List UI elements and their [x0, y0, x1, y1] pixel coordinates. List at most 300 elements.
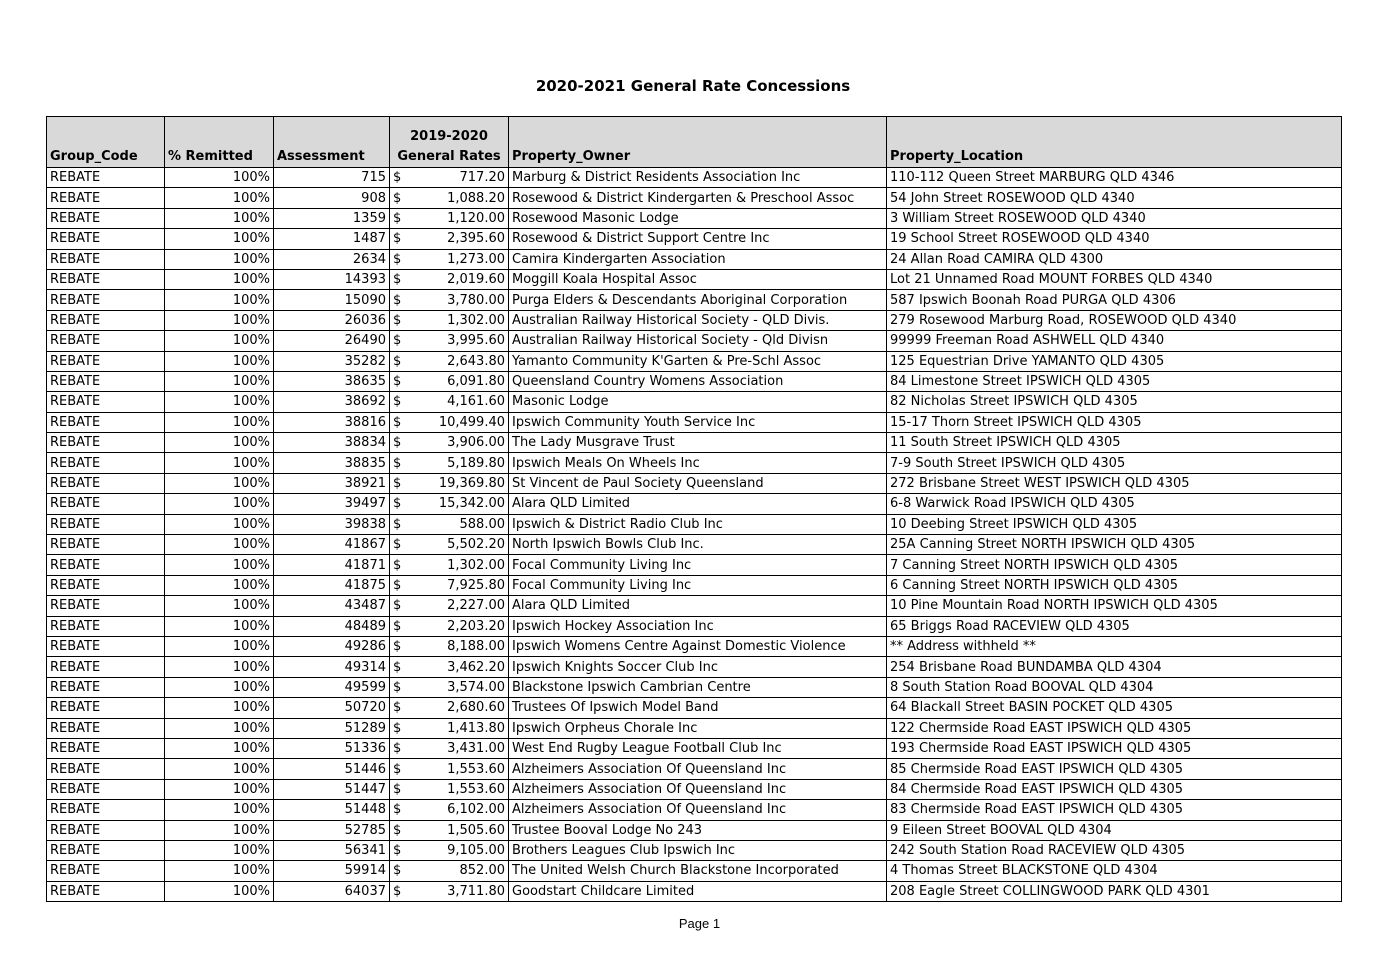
cell-property-location: 11 South Street IPSWICH QLD 4305 [887, 433, 1342, 453]
cell-general-rates [390, 636, 509, 656]
header-assessment: Assessment [274, 117, 390, 168]
cell-assessment: 59914 [274, 861, 390, 881]
rate-amount: 1,302.00 [447, 312, 505, 328]
cell-remitted: 100% [165, 412, 274, 432]
cell-property-location: 125 Equestrian Drive YAMANTO QLD 4305 [887, 351, 1342, 371]
cell-property-location: 85 Chermside Road EAST IPSWICH QLD 4305 [887, 759, 1342, 779]
currency-symbol: $ [393, 802, 402, 818]
cell-property-location: 83 Chermside Road EAST IPSWICH QLD 4305 [887, 800, 1342, 820]
rate-amount: 1,553.60 [447, 761, 505, 777]
cell-remitted: 100% [165, 636, 274, 656]
cell-assessment: 38835 [274, 453, 390, 473]
table-row [47, 453, 1342, 473]
cell-group-code: REBATE [47, 331, 165, 351]
cell-assessment: 715 [274, 168, 390, 188]
cell-assessment: 51336 [274, 738, 390, 758]
table-row [47, 881, 1342, 901]
cell-assessment: 908 [274, 188, 390, 208]
cell-property-location: 208 Eagle Street COLLINGWOOD PARK QLD 4301 [887, 881, 1342, 901]
cell-property-location: 7-9 South Street IPSWICH QLD 4305 [887, 453, 1342, 473]
table-row [47, 575, 1342, 595]
cell-property-location: 8 South Station Road BOOVAL QLD 4304 [887, 677, 1342, 697]
rate-amount: 10,499.40 [438, 414, 505, 430]
table-row [47, 657, 1342, 677]
cell-property-owner: Masonic Lodge [509, 392, 887, 412]
cell-property-owner: West End Rugby League Football Club Inc [509, 738, 887, 758]
cell-property-owner: Moggill Koala Hospital Assoc [509, 269, 887, 289]
cell-remitted: 100% [165, 433, 274, 453]
cell-general-rates [390, 269, 509, 289]
rate-amount: 3,462.20 [447, 659, 505, 675]
cell-group-code: REBATE [47, 575, 165, 595]
cell-remitted: 100% [165, 453, 274, 473]
currency-symbol: $ [393, 700, 402, 716]
currency-symbol: $ [393, 679, 402, 695]
rate-amount: 3,995.60 [447, 333, 505, 349]
cell-group-code: REBATE [47, 188, 165, 208]
rate-amount: 3,711.80 [447, 883, 505, 899]
rate-amount: 7,925.80 [447, 578, 505, 593]
cell-remitted: 100% [165, 698, 274, 718]
currency-symbol: $ [393, 761, 402, 777]
cell-assessment: 50720 [274, 698, 390, 718]
cell-property-location: 10 Deebing Street IPSWICH QLD 4305 [887, 514, 1342, 534]
cell-property-location: 254 Brisbane Road BUNDAMBA QLD 4304 [887, 657, 1342, 677]
cell-property-owner: Goodstart Childcare Limited [509, 881, 887, 901]
cell-assessment: 26036 [274, 310, 390, 330]
cell-property-location: 587 Ipswich Boonah Road PURGA QLD 4306 [887, 290, 1342, 310]
rate-amount: 1,120.00 [447, 210, 505, 226]
cell-assessment: 43487 [274, 596, 390, 616]
cell-assessment: 26490 [274, 331, 390, 351]
cell-property-owner: Marburg & District Residents Association Inc [509, 168, 887, 188]
cell-group-code: REBATE [47, 718, 165, 738]
cell-remitted: 100% [165, 371, 274, 391]
table-row [47, 718, 1342, 738]
cell-property-owner: Alzheimers Association Of Queensland Inc [509, 800, 887, 820]
cell-property-location: 65 Briggs Road RACEVIEW QLD 4305 [887, 616, 1342, 636]
cell-assessment: 38921 [274, 473, 390, 493]
cell-property-location: ** Address withheld ** [887, 636, 1342, 656]
cell-general-rates [390, 800, 509, 820]
currency-symbol: $ [393, 272, 402, 288]
cell-assessment: 2634 [274, 249, 390, 269]
cell-assessment: 38816 [274, 412, 390, 432]
currency-symbol: $ [393, 863, 402, 879]
cell-general-rates [390, 412, 509, 432]
cell-property-owner: Ipswich Womens Centre Against Domestic Violence [509, 636, 887, 656]
currency-symbol: $ [393, 435, 402, 451]
currency-symbol: $ [393, 578, 402, 593]
cell-remitted: 100% [165, 310, 274, 330]
table-row [47, 840, 1342, 860]
cell-remitted: 100% [165, 820, 274, 840]
table-row [47, 494, 1342, 514]
cell-group-code: REBATE [47, 351, 165, 371]
cell-property-owner: Alara QLD Limited [509, 494, 887, 514]
table-header-row [47, 117, 1342, 168]
cell-assessment: 52785 [274, 820, 390, 840]
cell-property-owner: Ipswich & District Radio Club Inc [509, 514, 887, 534]
table-row [47, 208, 1342, 228]
cell-group-code: REBATE [47, 759, 165, 779]
currency-symbol: $ [393, 822, 402, 838]
cell-property-location: 9 Eileen Street BOOVAL QLD 4304 [887, 820, 1342, 840]
cell-remitted: 100% [165, 738, 274, 758]
cell-assessment: 38692 [274, 392, 390, 412]
cell-remitted: 100% [165, 800, 274, 820]
cell-general-rates [390, 820, 509, 840]
cell-assessment: 64037 [274, 881, 390, 901]
cell-property-owner: Blackstone Ipswich Cambrian Centre [509, 677, 887, 697]
cell-property-location: 19 School Street ROSEWOOD QLD 4340 [887, 229, 1342, 249]
cell-property-owner: Ipswich Meals On Wheels Inc [509, 453, 887, 473]
currency-symbol: $ [393, 516, 402, 532]
cell-property-owner: Alzheimers Association Of Queensland Inc [509, 759, 887, 779]
cell-remitted: 100% [165, 188, 274, 208]
cell-general-rates [390, 310, 509, 330]
cell-remitted: 100% [165, 596, 274, 616]
cell-group-code: REBATE [47, 616, 165, 636]
table-row [47, 820, 1342, 840]
cell-group-code: REBATE [47, 861, 165, 881]
cell-group-code: REBATE [47, 677, 165, 697]
cell-general-rates [390, 208, 509, 228]
cell-property-location: 279 Rosewood Marburg Road, ROSEWOOD QLD 4340 [887, 310, 1342, 330]
cell-assessment: 51289 [274, 718, 390, 738]
cell-property-location: 242 South Station Road RACEVIEW QLD 4305 [887, 840, 1342, 860]
cell-property-owner: Ipswich Hockey Association Inc [509, 616, 887, 636]
cell-property-owner: Queensland Country Womens Association [509, 371, 887, 391]
cell-remitted: 100% [165, 168, 274, 188]
cell-group-code: REBATE [47, 290, 165, 310]
rate-amount: 19,369.80 [438, 476, 505, 492]
table-row [47, 351, 1342, 371]
currency-symbol: $ [393, 496, 402, 512]
cell-group-code: REBATE [47, 392, 165, 412]
cell-assessment: 56341 [274, 840, 390, 860]
cell-property-location: 54 John Street ROSEWOOD QLD 4340 [887, 188, 1342, 208]
cell-group-code: REBATE [47, 168, 165, 188]
rate-amount: 2,643.80 [447, 353, 505, 369]
table-row [47, 249, 1342, 269]
table-row [47, 310, 1342, 330]
table-row [47, 168, 1342, 188]
rate-amount: 5,189.80 [447, 455, 505, 471]
currency-symbol: $ [393, 557, 402, 573]
rate-amount: 1,088.20 [447, 190, 505, 206]
cell-remitted: 100% [165, 208, 274, 228]
cell-remitted: 100% [165, 555, 274, 575]
cell-property-owner: Trustee Booval Lodge No 243 [509, 820, 887, 840]
cell-general-rates [390, 718, 509, 738]
currency-symbol: $ [393, 598, 402, 614]
cell-general-rates [390, 861, 509, 881]
currency-symbol: $ [393, 659, 402, 675]
rate-amount: 3,780.00 [447, 292, 505, 308]
cell-property-owner: Brothers Leagues Club Ipswich Inc [509, 840, 887, 860]
cell-remitted: 100% [165, 881, 274, 901]
cell-assessment: 41867 [274, 535, 390, 555]
cell-general-rates [390, 596, 509, 616]
cell-remitted: 100% [165, 575, 274, 595]
cell-property-owner: Trustees Of Ipswich Model Band [509, 698, 887, 718]
cell-property-location: 6-8 Warwick Road IPSWICH QLD 4305 [887, 494, 1342, 514]
table-row [47, 473, 1342, 493]
header-general-rates [390, 117, 509, 168]
rate-amount: 9,105.00 [447, 843, 505, 859]
table-row [47, 229, 1342, 249]
table-row [47, 392, 1342, 412]
cell-group-code: REBATE [47, 555, 165, 575]
table-row [47, 698, 1342, 718]
cell-group-code: REBATE [47, 800, 165, 820]
cell-assessment: 41875 [274, 575, 390, 595]
cell-assessment: 1359 [274, 208, 390, 228]
cell-assessment: 48489 [274, 616, 390, 636]
cell-property-location: 6 Canning Street NORTH IPSWICH QLD 4305 [887, 575, 1342, 595]
cell-group-code: REBATE [47, 779, 165, 799]
cell-property-owner: Rosewood & District Kindergarten & Preschool Assoc [509, 188, 887, 208]
cell-general-rates [390, 555, 509, 575]
cell-assessment: 39497 [274, 494, 390, 514]
cell-remitted: 100% [165, 473, 274, 493]
cell-group-code: REBATE [47, 208, 165, 228]
table-row [47, 433, 1342, 453]
cell-property-location: 272 Brisbane Street WEST IPSWICH QLD 4305 [887, 473, 1342, 493]
rate-amount: 5,502.20 [447, 537, 505, 553]
header-general-rates-year: 2019-2020 [410, 129, 488, 144]
rate-amount: 3,574.00 [447, 679, 505, 695]
currency-symbol: $ [393, 720, 402, 736]
table-row [47, 371, 1342, 391]
cell-property-owner: North Ipswich Bowls Club Inc. [509, 535, 887, 555]
cell-remitted: 100% [165, 392, 274, 412]
cell-remitted: 100% [165, 677, 274, 697]
header-group-code: Group_Code [47, 117, 165, 168]
table-row [47, 188, 1342, 208]
concessions-table [46, 116, 1342, 902]
cell-property-location: 64 Blackall Street BASIN POCKET QLD 4305 [887, 698, 1342, 718]
cell-assessment: 35282 [274, 351, 390, 371]
cell-assessment: 41871 [274, 555, 390, 575]
cell-general-rates [390, 229, 509, 249]
header-general-rates-label: General Rates [397, 149, 501, 164]
cell-assessment: 51448 [274, 800, 390, 820]
table-row [47, 677, 1342, 697]
currency-symbol: $ [393, 537, 402, 553]
cell-property-location: 193 Chermside Road EAST IPSWICH QLD 4305 [887, 738, 1342, 758]
cell-general-rates [390, 616, 509, 636]
cell-group-code: REBATE [47, 412, 165, 432]
cell-general-rates [390, 840, 509, 860]
cell-general-rates [390, 392, 509, 412]
cell-property-owner: St Vincent de Paul Society Queensland [509, 473, 887, 493]
cell-group-code: REBATE [47, 453, 165, 473]
cell-group-code: REBATE [47, 371, 165, 391]
table-row [47, 800, 1342, 820]
rate-amount: 3,431.00 [447, 741, 505, 757]
cell-property-owner: Ipswich Knights Soccer Club Inc [509, 657, 887, 677]
table-row [47, 861, 1342, 881]
table-body [47, 168, 1342, 902]
currency-symbol: $ [393, 781, 402, 797]
cell-general-rates [390, 881, 509, 901]
cell-assessment: 14393 [274, 269, 390, 289]
currency-symbol: $ [393, 741, 402, 757]
currency-symbol: $ [393, 170, 402, 186]
cell-general-rates [390, 657, 509, 677]
table-row [47, 269, 1342, 289]
table-row [47, 779, 1342, 799]
currency-symbol: $ [393, 394, 402, 410]
cell-group-code: REBATE [47, 636, 165, 656]
cell-property-location: 84 Limestone Street IPSWICH QLD 4305 [887, 371, 1342, 391]
currency-symbol: $ [393, 455, 402, 471]
table-row [47, 514, 1342, 534]
cell-property-owner: Ipswich Community Youth Service Inc [509, 412, 887, 432]
table-row [47, 636, 1342, 656]
rate-amount: 3,906.00 [447, 435, 505, 451]
currency-symbol: $ [393, 639, 402, 655]
cell-property-owner: Purga Elders & Descendants Aboriginal Corporation [509, 290, 887, 310]
cell-property-location: 24 Allan Road CAMIRA QLD 4300 [887, 249, 1342, 269]
cell-general-rates [390, 698, 509, 718]
rate-amount: 6,102.00 [447, 802, 505, 818]
currency-symbol: $ [393, 353, 402, 369]
rate-amount: 1,302.00 [447, 557, 505, 573]
currency-symbol: $ [393, 843, 402, 859]
cell-property-owner: Camira Kindergarten Association [509, 249, 887, 269]
cell-property-location: 7 Canning Street NORTH IPSWICH QLD 4305 [887, 555, 1342, 575]
currency-symbol: $ [393, 210, 402, 226]
cell-general-rates [390, 759, 509, 779]
cell-general-rates [390, 249, 509, 269]
cell-remitted: 100% [165, 718, 274, 738]
cell-property-location: Lot 21 Unnamed Road MOUNT FORBES QLD 4340 [887, 269, 1342, 289]
cell-remitted: 100% [165, 759, 274, 779]
cell-general-rates [390, 331, 509, 351]
cell-assessment: 38834 [274, 433, 390, 453]
cell-remitted: 100% [165, 331, 274, 351]
cell-assessment: 49286 [274, 636, 390, 656]
cell-group-code: REBATE [47, 494, 165, 514]
table-row [47, 759, 1342, 779]
page-title: 2020-2021 General Rate Concessions [535, 77, 851, 95]
table-row [47, 535, 1342, 555]
cell-group-code: REBATE [47, 881, 165, 901]
cell-assessment: 1487 [274, 229, 390, 249]
rate-amount: 2,227.00 [447, 598, 505, 614]
cell-property-owner: Yamanto Community K'Garten & Pre-Schl Assoc [509, 351, 887, 371]
currency-symbol: $ [393, 333, 402, 349]
cell-remitted: 100% [165, 494, 274, 514]
rate-amount: 8,188.00 [447, 639, 505, 655]
cell-property-location: 110-112 Queen Street MARBURG QLD 4346 [887, 168, 1342, 188]
table-row [47, 412, 1342, 432]
cell-assessment: 15090 [274, 290, 390, 310]
rate-amount: 588.00 [459, 516, 505, 532]
cell-general-rates [390, 290, 509, 310]
cell-remitted: 100% [165, 657, 274, 677]
cell-general-rates [390, 738, 509, 758]
cell-group-code: REBATE [47, 229, 165, 249]
table-row [47, 738, 1342, 758]
currency-symbol: $ [393, 414, 402, 430]
cell-property-location: 122 Chermside Road EAST IPSWICH QLD 4305 [887, 718, 1342, 738]
cell-property-location: 82 Nicholas Street IPSWICH QLD 4305 [887, 392, 1342, 412]
cell-property-location: 99999 Freeman Road ASHWELL QLD 4340 [887, 331, 1342, 351]
cell-general-rates [390, 494, 509, 514]
table-row [47, 555, 1342, 575]
table-row [47, 331, 1342, 351]
rate-amount: 852.00 [459, 863, 505, 879]
cell-group-code: REBATE [47, 514, 165, 534]
cell-group-code: REBATE [47, 840, 165, 860]
cell-remitted: 100% [165, 861, 274, 881]
cell-property-owner: Australian Railway Historical Society - QLD Divis. [509, 310, 887, 330]
cell-assessment: 49599 [274, 677, 390, 697]
currency-symbol: $ [393, 476, 402, 492]
cell-property-owner: The Lady Musgrave Trust [509, 433, 887, 453]
cell-group-code: REBATE [47, 698, 165, 718]
cell-general-rates [390, 168, 509, 188]
table-row [47, 290, 1342, 310]
cell-property-owner: Focal Community Living Inc [509, 555, 887, 575]
cell-property-owner: Alzheimers Association Of Queensland Inc [509, 779, 887, 799]
cell-general-rates [390, 473, 509, 493]
currency-symbol: $ [393, 883, 402, 899]
currency-symbol: $ [393, 190, 402, 206]
rate-amount: 717.20 [459, 170, 505, 186]
cell-general-rates [390, 351, 509, 371]
cell-remitted: 100% [165, 535, 274, 555]
currency-symbol: $ [393, 312, 402, 328]
cell-property-location: 25A Canning Street NORTH IPSWICH QLD 4305 [887, 535, 1342, 555]
cell-remitted: 100% [165, 351, 274, 371]
page-number: Page 1 [678, 916, 721, 931]
cell-property-location: 15-17 Thorn Street IPSWICH QLD 4305 [887, 412, 1342, 432]
cell-property-owner: The United Welsh Church Blackstone Incorporated [509, 861, 887, 881]
cell-general-rates [390, 433, 509, 453]
cell-property-location: 84 Chermside Road EAST IPSWICH QLD 4305 [887, 779, 1342, 799]
header-remitted: % Remitted [165, 117, 274, 168]
table-row [47, 616, 1342, 636]
header-property-owner: Property_Owner [509, 117, 887, 168]
cell-group-code: REBATE [47, 657, 165, 677]
cell-general-rates [390, 677, 509, 697]
rate-amount: 1,553.60 [447, 781, 505, 797]
rate-amount: 1,413.80 [447, 720, 505, 736]
cell-remitted: 100% [165, 840, 274, 860]
cell-assessment: 49314 [274, 657, 390, 677]
currency-symbol: $ [393, 374, 402, 390]
cell-property-location: 3 William Street ROSEWOOD QLD 4340 [887, 208, 1342, 228]
rate-amount: 2,203.20 [447, 618, 505, 634]
cell-remitted: 100% [165, 229, 274, 249]
cell-assessment: 38635 [274, 371, 390, 391]
cell-property-owner: Focal Community Living Inc [509, 575, 887, 595]
rate-amount: 6,091.80 [447, 374, 505, 390]
cell-group-code: REBATE [47, 738, 165, 758]
rate-amount: 2,395.60 [447, 231, 505, 247]
cell-general-rates [390, 535, 509, 555]
currency-symbol: $ [393, 292, 402, 308]
cell-remitted: 100% [165, 514, 274, 534]
cell-general-rates [390, 575, 509, 595]
cell-property-owner: Alara QLD Limited [509, 596, 887, 616]
cell-remitted: 100% [165, 290, 274, 310]
